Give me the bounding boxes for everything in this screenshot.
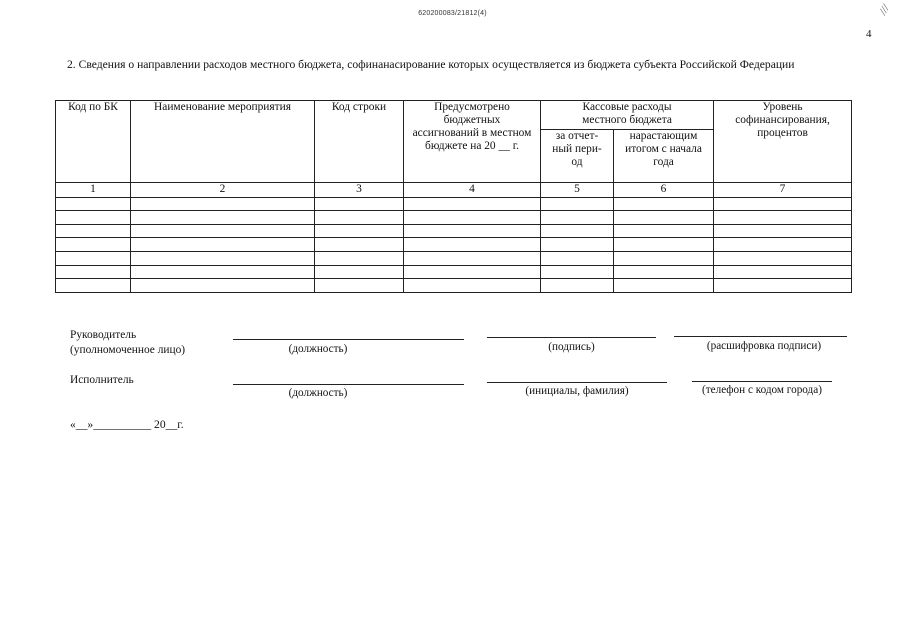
- table-cell[interactable]: [404, 265, 541, 279]
- table-cell[interactable]: [541, 252, 614, 266]
- table-row: [56, 224, 852, 238]
- table-cell[interactable]: [714, 252, 852, 266]
- table-row: [56, 197, 852, 211]
- table-cell[interactable]: [714, 197, 852, 211]
- header-code-bk: Код по БК: [56, 101, 131, 183]
- header-cofinancing-level: Уровень софинансирования, процентов: [714, 101, 852, 183]
- head-label: Руководитель: [70, 329, 137, 341]
- table-cell[interactable]: [614, 211, 714, 225]
- table-cell[interactable]: [131, 279, 315, 293]
- table-cell[interactable]: [315, 279, 404, 293]
- table-cell[interactable]: [315, 265, 404, 279]
- table-cell[interactable]: [541, 279, 614, 293]
- table-cell[interactable]: [404, 197, 541, 211]
- header-row-code: Код строки: [315, 101, 404, 183]
- column-number: 5: [541, 182, 614, 197]
- column-number-row: [56, 182, 852, 197]
- budget-expenses-table: [55, 100, 852, 293]
- executor-phone-caption: (телефон с кодом города): [702, 384, 822, 396]
- section-heading: 2. Сведения о направлении расходов местного бюджета, софинанасирование которых осуществляется из бюджета субъекта Российской Федерации: [67, 58, 795, 71]
- head-label-sub: (уполномоченное лицо): [70, 344, 186, 356]
- head-decoding-line[interactable]: [674, 336, 847, 337]
- table-cell[interactable]: [315, 252, 404, 266]
- executor-label: Исполнитель: [70, 374, 134, 386]
- table-row: [56, 238, 852, 252]
- table-cell[interactable]: [131, 211, 315, 225]
- header-cumulative: нарастающим итогом с начала года: [614, 130, 714, 182]
- table-cell[interactable]: [56, 252, 131, 266]
- executor-name-caption: (инициалы, фамилия): [525, 385, 629, 397]
- table-cell[interactable]: [315, 197, 404, 211]
- table-cell[interactable]: [541, 224, 614, 238]
- table-cell[interactable]: [614, 238, 714, 252]
- executor-phone-line[interactable]: [692, 381, 832, 382]
- table-cell[interactable]: [131, 238, 315, 252]
- table-row: [56, 279, 852, 293]
- table-cell[interactable]: [714, 211, 852, 225]
- table-cell[interactable]: [541, 238, 614, 252]
- table-cell[interactable]: [714, 279, 852, 293]
- table-cell[interactable]: [404, 211, 541, 225]
- table-cell[interactable]: [56, 197, 131, 211]
- table-cell[interactable]: [315, 238, 404, 252]
- page-number: 4: [866, 28, 872, 40]
- header-cash-expenses: Кассовые расходы местного бюджета: [541, 101, 714, 130]
- table-cell[interactable]: [131, 252, 315, 266]
- head-signature-line[interactable]: [487, 337, 656, 338]
- table-cell[interactable]: [315, 224, 404, 238]
- column-number: 1: [56, 182, 131, 197]
- table-cell[interactable]: [614, 279, 714, 293]
- column-number: 6: [614, 182, 714, 197]
- column-number: 4: [404, 182, 541, 197]
- table-cell[interactable]: [404, 224, 541, 238]
- table-cell[interactable]: [56, 238, 131, 252]
- table-cell[interactable]: [56, 211, 131, 225]
- table-row: [56, 211, 852, 225]
- head-position-line[interactable]: [233, 339, 464, 340]
- head-position-caption: (должность): [288, 343, 348, 355]
- document-id: 620200083/21812(4): [418, 10, 487, 17]
- executor-name-line[interactable]: [487, 382, 667, 383]
- header-event-name: Наименование мероприятия: [131, 101, 315, 183]
- corner-handwritten-mark: ///: [877, 3, 893, 17]
- table-cell[interactable]: [404, 279, 541, 293]
- table-cell[interactable]: [714, 238, 852, 252]
- table-cell[interactable]: [56, 279, 131, 293]
- table-cell[interactable]: [131, 197, 315, 211]
- column-number: 7: [714, 182, 852, 197]
- table-cell[interactable]: [541, 197, 614, 211]
- header-planned: Предусмотрено бюджетных ассигнований в местном бюджете на 20 __ г.: [404, 101, 541, 183]
- table-cell[interactable]: [131, 224, 315, 238]
- table-cell[interactable]: [614, 197, 714, 211]
- table-cell[interactable]: [404, 238, 541, 252]
- head-signature-caption: (подпись): [548, 341, 595, 353]
- executor-position-caption: (должность): [288, 387, 348, 399]
- table-cell[interactable]: [56, 265, 131, 279]
- table-cell[interactable]: [714, 265, 852, 279]
- table-row: [56, 265, 852, 279]
- executor-position-line[interactable]: [233, 384, 464, 385]
- table-cell[interactable]: [614, 265, 714, 279]
- date-field[interactable]: «__»__________ 20__г.: [70, 418, 184, 431]
- table-cell[interactable]: [404, 252, 541, 266]
- column-number: 3: [315, 182, 404, 197]
- table-cell[interactable]: [56, 224, 131, 238]
- table-cell[interactable]: [714, 224, 852, 238]
- column-number: 2: [131, 182, 315, 197]
- empty-rows: [56, 197, 852, 292]
- table-cell[interactable]: [541, 265, 614, 279]
- table-cell[interactable]: [614, 224, 714, 238]
- table-row: [56, 252, 852, 266]
- table-cell[interactable]: [614, 252, 714, 266]
- table-cell[interactable]: [541, 211, 614, 225]
- table-cell[interactable]: [131, 265, 315, 279]
- head-decoding-caption: (расшифровка подписи): [706, 340, 822, 352]
- header-for-period: за отчет-ный пери-од: [541, 130, 614, 182]
- table-cell[interactable]: [315, 211, 404, 225]
